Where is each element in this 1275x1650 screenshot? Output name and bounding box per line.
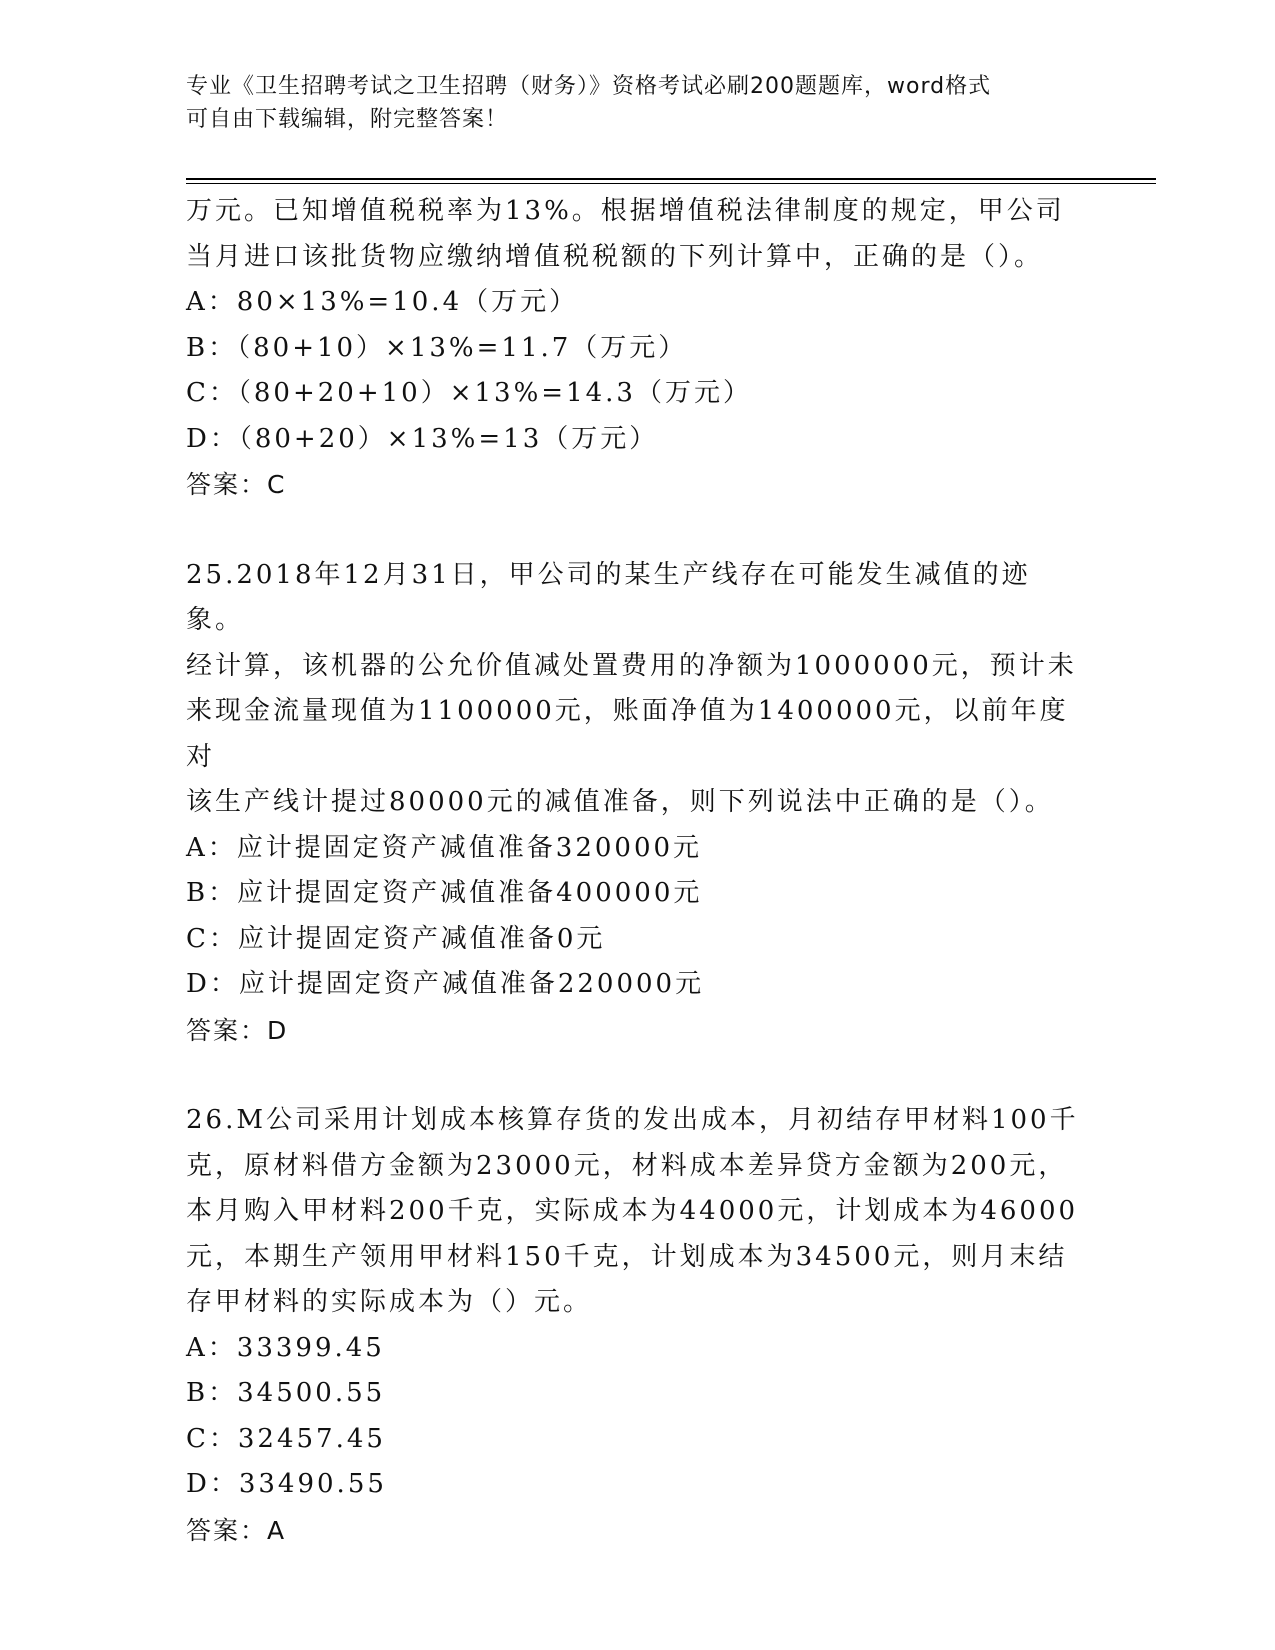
option-a: A：80×13%=10.4（万元） (186, 287, 579, 317)
header-divider-thick (186, 178, 1156, 180)
answer-line: 答案：D (186, 1015, 289, 1045)
header-line-1: 专业《卫生招聘考试之卫生招聘（财务）》资格考试必刷200题题库，word格式 (186, 74, 992, 99)
option-c: C：32457.45 (186, 1423, 386, 1454)
question-stem-line: 克，原材料借方金额为23000元，材料成本差异贷方金额为200元， (186, 1150, 1068, 1181)
option-b: B：（80+10）×13%=11.7（万元） (186, 332, 688, 363)
question-stem-line: 25.2018年12月31日，甲公司的某生产线存在可能发生减值的迹象。 (186, 559, 1031, 635)
option-a: A：33399.45 (186, 1332, 385, 1363)
question-stem-line: 来现金流量现值为1100000元，账面净值为1400000元，以前年度对 (186, 696, 1069, 772)
option-b: B：应计提固定资产减值准备400000元 (186, 878, 703, 908)
header-line-2: 可自由下载编辑，附完整答案！ (186, 107, 509, 132)
header-divider-thin (186, 183, 1156, 184)
option-a: A：应计提固定资产减值准备320000元 (186, 832, 703, 863)
option-c: C：应计提固定资产减值准备0元 (186, 923, 606, 954)
spacer (186, 508, 1086, 553)
question-26 (186, 1098, 1086, 1553)
option-d: D：（80+20）×13%=13（万元） (186, 423, 659, 454)
answer-line: 答案：C (186, 470, 287, 499)
question-stem-line: 26.M公司采用计划成本核算存货的发出成本，月初结存甲材料100千 (186, 1105, 1079, 1135)
question-content (186, 189, 1086, 1553)
question-stem-line: 存甲材料的实际成本为（）元。 (186, 1287, 593, 1317)
question-24 (186, 189, 1086, 508)
question-25 (186, 553, 1086, 1054)
option-d: D：33490.55 (186, 1469, 387, 1499)
question-stem-line: 该生产线计提过80000元的减值准备，则下列说法中正确的是（）。 (186, 787, 1054, 817)
question-stem-line: 本月购入甲材料200千克，实际成本为44000元，计划成本为46000 (186, 1196, 1079, 1226)
option-b: B：34500.55 (186, 1378, 386, 1408)
question-stem-line: 元，本期生产领用甲材料150千克，计划成本为34500元，则月末结 (186, 1241, 1068, 1272)
question-stem-line: 万元。已知增值税税率为13%。根据增值税法律制度的规定，甲公司 (186, 196, 1065, 226)
option-d: D：应计提固定资产减值准备220000元 (186, 969, 705, 999)
question-stem-line: 当月进口该批货物应缴纳增值税税额的下列计算中，正确的是（）。 (186, 241, 1044, 272)
option-c: C：（80+20+10）×13%=14.3（万元） (186, 378, 752, 408)
answer-line: 答案：A (186, 1515, 287, 1545)
document-header (186, 70, 1066, 136)
question-stem-line: 经计算，该机器的公允价值减处置费用的净额为1000000元，预计未 (186, 650, 1077, 681)
spacer (186, 1053, 1086, 1098)
